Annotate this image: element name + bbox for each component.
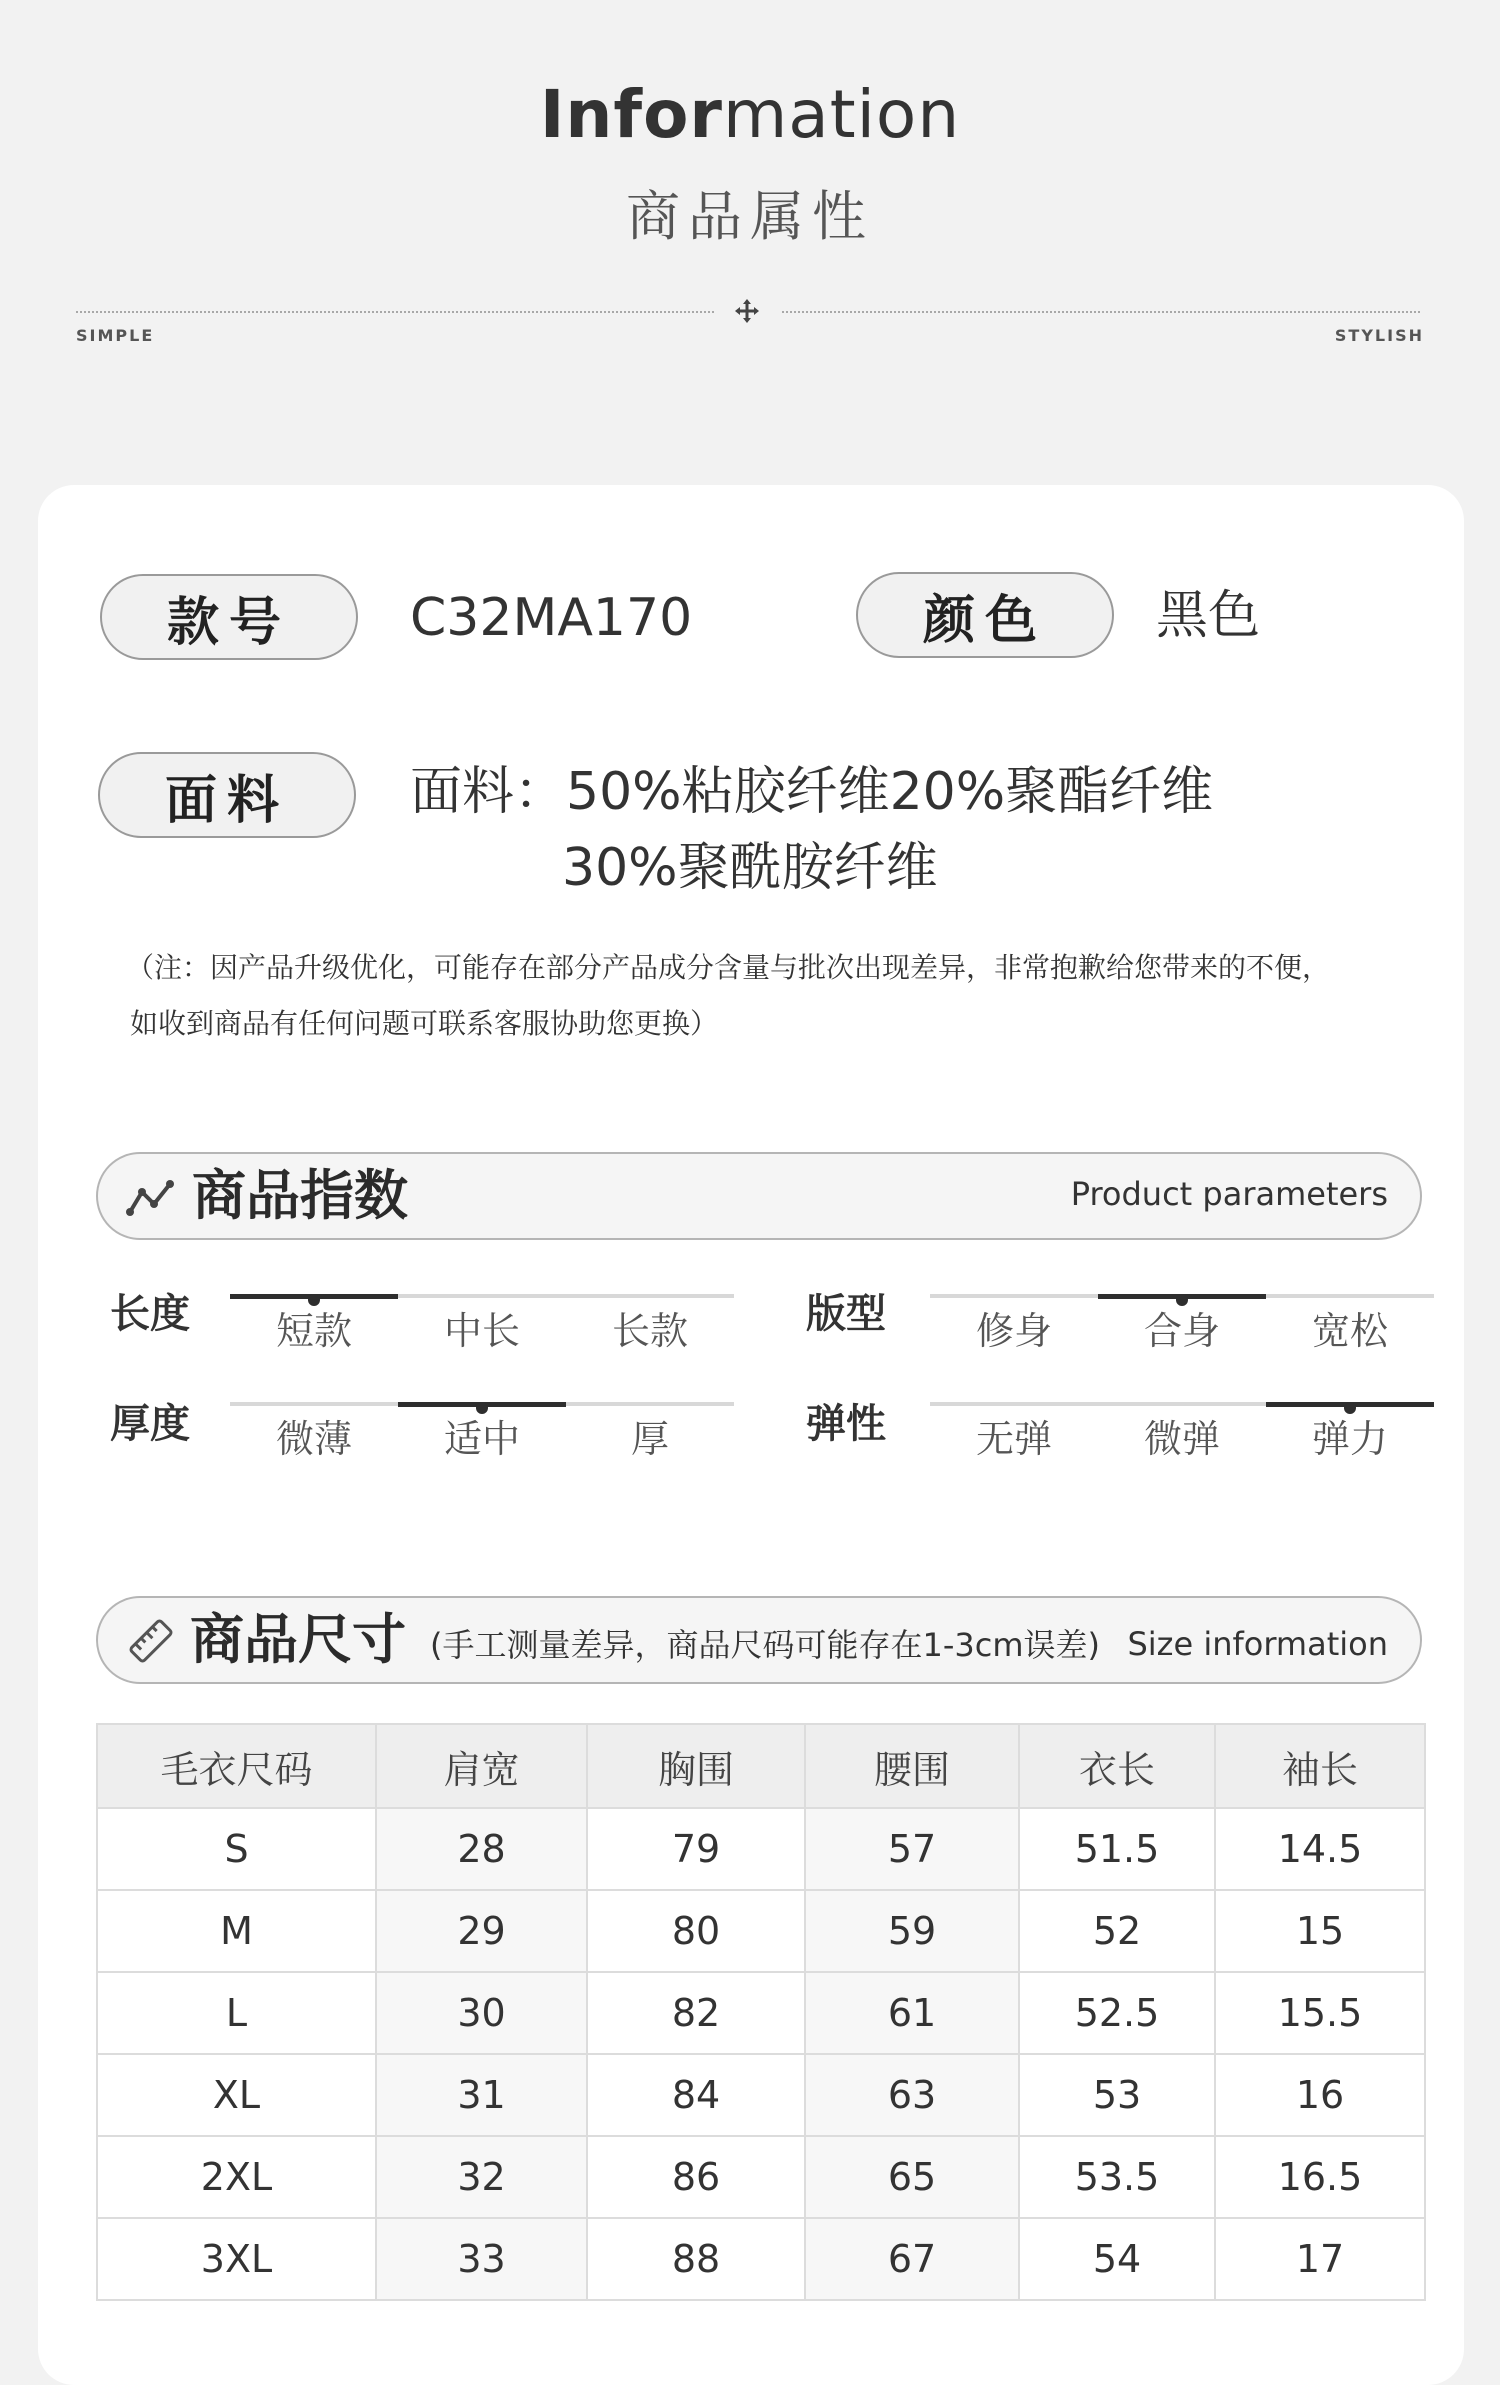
param-option: 合身 [1143, 1309, 1220, 1353]
param-track-segment [930, 1402, 1098, 1406]
size-value-cell: 53.5 [1019, 2136, 1215, 2218]
param-track-segment [566, 1294, 734, 1298]
param-scale-thickness [230, 1402, 730, 1462]
size-value-cell: 84 [587, 2054, 805, 2136]
divider-right [782, 311, 1420, 313]
param-option: 弹力 [1311, 1417, 1388, 1461]
size-value-cell: 16.5 [1215, 2136, 1425, 2218]
param-track-segment [566, 1402, 734, 1406]
size-value-cell: 65 [805, 2136, 1019, 2218]
size-table-header-cell: 衣长 [1019, 1724, 1215, 1808]
param-track-segment [1098, 1402, 1266, 1406]
style-no-value: C32MA170 [410, 588, 693, 648]
param-label-length: 长度 [110, 1291, 190, 1337]
size-label-cell: XL [97, 2054, 376, 2136]
size-table-header-cell: 毛衣尺码 [97, 1724, 376, 1808]
size-title: 商品尺寸 [190, 1608, 406, 1671]
move-cross-icon [732, 296, 762, 326]
size-value-cell: 63 [805, 2054, 1019, 2136]
size-table [96, 1723, 1426, 2301]
params-title: 商品指数 [192, 1164, 408, 1227]
table-row [97, 2054, 1425, 2136]
size-value-cell: 79 [587, 1808, 805, 1890]
param-option: 修身 [975, 1309, 1052, 1353]
size-value-cell: 88 [587, 2218, 805, 2300]
size-table-header-cell: 袖长 [1215, 1724, 1425, 1808]
size-value-cell: 51.5 [1019, 1808, 1215, 1890]
param-option: 适中 [443, 1417, 520, 1461]
label-stylish: STYLISH [1334, 326, 1424, 345]
param-track-segment [230, 1402, 398, 1406]
param-option: 微薄 [275, 1417, 352, 1461]
table-row [97, 2136, 1425, 2218]
param-label-fit: 版型 [806, 1291, 886, 1337]
param-track-segment [1266, 1294, 1434, 1298]
param-label-elasticity: 弹性 [806, 1401, 886, 1447]
size-value-cell: 15 [1215, 1890, 1425, 1972]
param-option: 中长 [443, 1309, 520, 1353]
param-scale-elasticity [930, 1402, 1430, 1462]
size-label-cell: 2XL [97, 2136, 376, 2218]
size-value-cell: 57 [805, 1808, 1019, 1890]
param-option: 厚 [630, 1417, 669, 1461]
fabric-pill: 面料 [98, 752, 356, 838]
size-label-cell: L [97, 1972, 376, 2054]
param-option: 微弹 [1143, 1417, 1220, 1461]
size-value-cell: 33 [376, 2218, 587, 2300]
fabric-line-2: 30%聚酰胺纤维 [562, 838, 938, 898]
page-title-cn: 商品属性 [626, 185, 874, 248]
param-track-segment [930, 1294, 1098, 1298]
size-value-cell: 80 [587, 1890, 805, 1972]
ruler-icon [126, 1616, 176, 1666]
size-label-cell: M [97, 1890, 376, 1972]
size-value-cell: 53 [1019, 2054, 1215, 2136]
size-value-cell: 52.5 [1019, 1972, 1215, 2054]
size-value-cell: 17 [1215, 2218, 1425, 2300]
size-value-cell: 29 [376, 1890, 587, 1972]
color-value: 黑色 [1156, 586, 1261, 646]
trend-line-icon [126, 1178, 176, 1218]
table-row [97, 1808, 1425, 1890]
fabric-line-1: 面料：50%粘胶纤维20%聚酯纤维 [410, 762, 1214, 822]
color-pill: 颜色 [856, 572, 1114, 658]
size-value-cell: 67 [805, 2218, 1019, 2300]
size-value-cell: 61 [805, 1972, 1019, 2054]
size-value-cell: 28 [376, 1808, 587, 1890]
param-selected-dot [308, 1294, 320, 1306]
params-title-en: Product parameters [1070, 1175, 1388, 1213]
note-line-1: （注：因产品升级优化，可能存在部分产品成分含量与批次出现差异，非常抱歉给您带来的不便， [126, 951, 1331, 984]
page-title-en [0, 76, 1500, 153]
title-en-rest: mation [722, 76, 961, 153]
label-simple: SIMPLE [76, 326, 155, 345]
table-row [97, 2218, 1425, 2300]
size-title-en: Size information [1127, 1625, 1388, 1663]
param-selected-dot [1176, 1294, 1188, 1306]
size-value-cell: 54 [1019, 2218, 1215, 2300]
param-label-thickness: 厚度 [110, 1401, 190, 1447]
table-row [97, 1972, 1425, 2054]
size-value-cell: 31 [376, 2054, 587, 2136]
size-value-cell: 82 [587, 1972, 805, 2054]
size-label-cell: 3XL [97, 2218, 376, 2300]
size-table-header-row [97, 1724, 1425, 1808]
param-scale-fit [930, 1294, 1430, 1354]
size-value-cell: 16 [1215, 2054, 1425, 2136]
param-option: 长款 [611, 1309, 688, 1353]
param-scale-length [230, 1294, 730, 1354]
param-selected-dot [476, 1402, 488, 1414]
param-option: 宽松 [1311, 1309, 1388, 1353]
param-selected-dot [1344, 1402, 1356, 1414]
table-row [97, 1890, 1425, 1972]
divider-left [76, 311, 714, 313]
size-value-cell: 52 [1019, 1890, 1215, 1972]
size-subtitle: (手工测量差异，商品尺码可能存在1-3cm误差) [430, 1626, 1101, 1664]
size-value-cell: 32 [376, 2136, 587, 2218]
size-value-cell: 30 [376, 1972, 587, 2054]
title-en-bold: Infor [539, 76, 723, 153]
style-no-pill: 款号 [100, 574, 358, 660]
note-line-2: 如收到商品有任何问题可联系客服协助您更换） [130, 1007, 719, 1040]
size-table-header-cell: 胸围 [587, 1724, 805, 1808]
size-table-header-cell: 腰围 [805, 1724, 1019, 1808]
size-value-cell: 59 [805, 1890, 1019, 1972]
param-track-segment [398, 1294, 566, 1298]
size-value-cell: 14.5 [1215, 1808, 1425, 1890]
size-label-cell: S [97, 1808, 376, 1890]
size-value-cell: 15.5 [1215, 1972, 1425, 2054]
param-option: 无弹 [975, 1417, 1052, 1461]
size-value-cell: 86 [587, 2136, 805, 2218]
param-option: 短款 [275, 1309, 352, 1353]
size-table-header-cell: 肩宽 [376, 1724, 587, 1808]
